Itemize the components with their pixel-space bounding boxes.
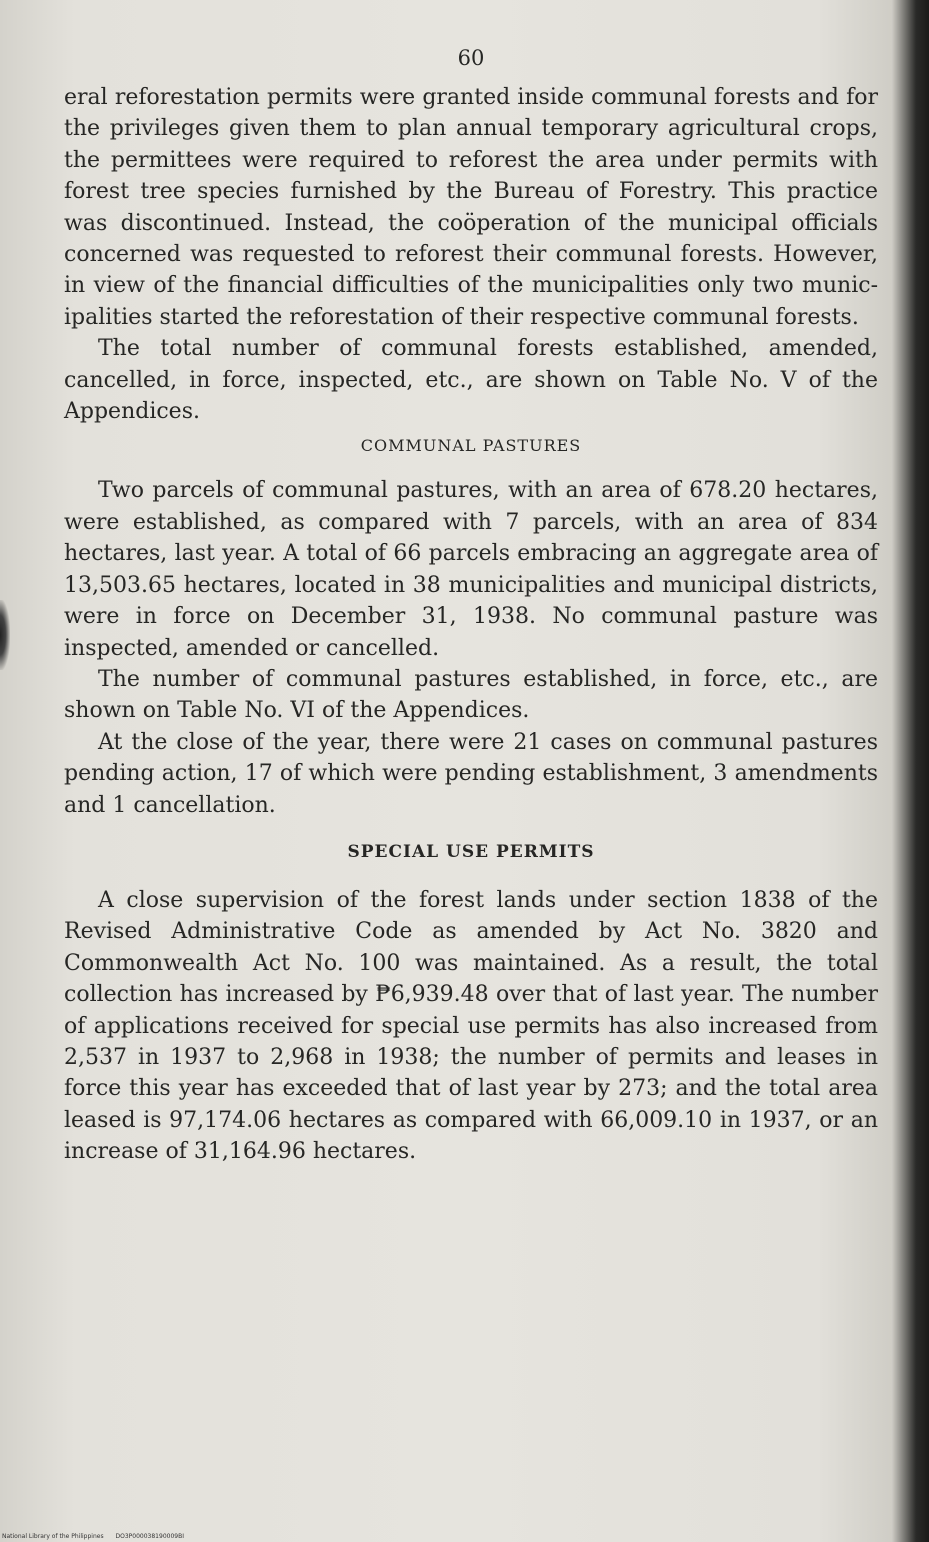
page-number: 60 (457, 46, 485, 70)
paragraph-communal-forests-table: The total number of communal forests established, amended, cancelled, in force, inspected, etc., are shown on Table No. V of the Appendices. (64, 336, 878, 425)
paragraph-communal-pastures: Two parcels of communal pastures, with an area of 678.20 hectares, were established, as compared with 7 parcels, with an area of 834 hectares, last year. A total of 66 parcels embracing an aggregate area of 13,503.65 hectares, located in 38 municipalities and municipal districts, were in force on December 31, 1938. No communal pasture was inspected, amended or cancelled. (64, 478, 878, 661)
text-block (64, 40, 878, 1168)
footer-code: DO3P000038190009BI (115, 1533, 184, 1540)
paragraph-communal-pastures-table: The number of communal pastures established, in force, etc., are shown on Table No. VI of the Appendices. (64, 666, 878, 724)
paragraph-special-use-permits: A close supervision of the forest lands under section 1838 of the Revised Administrative Code as amended by Act No. 3820 and Commonwealth Act No. 100 was maintained. As a result, the total collection has increased by ₱6,939.48 over that of last year. The number of applications received for special use permits has also increased from 2,537 in 1937 to 2,968 in 1938; the number of permits and leases in force this year has exceeded that of last year by 273; and the total area leased is 97,174.06 hectares as compared with 66,009.10 in 1937, or an increase of 31,164.96 hectares. (64, 887, 878, 1165)
binding-shadow (0, 600, 10, 670)
paragraph-reforestation: eral reforestation permits were granted inside communal forests and for the privileges given them to plan annual temporary agricultural crops, the permittees were required to reforest the area under permits with forest tree species furnished by the Bureau of Forestry. This practice was discontinued. Instead, the coöperation of the municipal officials concerned was requested to reforest their communal forests. However, in view of the financial difficulties of the municipalities only two municipalities started the reforestation of their respective communal forests. (64, 85, 878, 330)
heading-communal-pastures: COMMUNAL PASTURES (360, 436, 582, 456)
heading-special-use-permits: SPECIAL USE PERMITS (347, 841, 595, 862)
paragraph-pending-cases: At the close of the year, there were 21 cases on communal pastures pending action, 17 of which were pending establishment, 3 amendments and 1 cancellation. (64, 729, 878, 818)
scan-footer (2, 1533, 194, 1540)
footer-library: National Library of the Philippines (2, 1533, 104, 1540)
